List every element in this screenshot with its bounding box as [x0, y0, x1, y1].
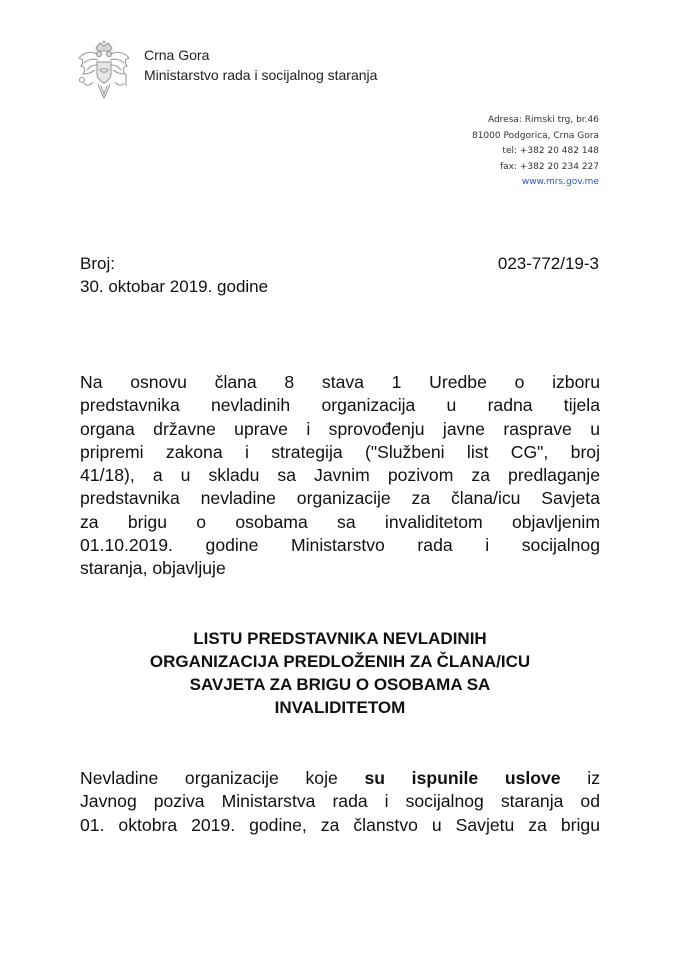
document-date: 30. oktobar 2019. godine — [80, 277, 269, 296]
paragraph-line: pripremi zakona i strategija ("Službeni list CG", broj — [80, 441, 600, 462]
country-name: Crna Gora — [144, 47, 210, 63]
title-line: ORGANIZACIJA PREDLOŽENIH ZA ČLANA/ICU — [149, 652, 531, 671]
document-title — [80, 627, 600, 719]
title-line: LISTU PREDSTAVNIKA NEVLADINIH — [193, 629, 487, 648]
paragraph-line: 01.10.2019. godine Ministarstvo rada i socijalnog — [80, 535, 600, 556]
paragraph-line: organa državne uprave i sprovođenju javne rasprave u — [80, 418, 600, 439]
title-line: INVALIDITETOM — [274, 698, 406, 717]
emphasis-text: su ispunile uslove — [364, 768, 561, 788]
text-segment: iz — [587, 768, 600, 788]
paragraph-line: Na osnovu člana 8 stava 1 Uredbe o izboru — [80, 372, 600, 392]
contact-city: 81000 Podgorica, Crna Gora — [471, 130, 599, 141]
broj-label: Broj: — [80, 254, 115, 273]
contact-tel: tel: +382 20 482 148 — [502, 146, 599, 157]
contact-fax: fax: +382 20 234 227 — [499, 161, 599, 172]
contact-block — [472, 113, 599, 191]
header-organization — [144, 45, 377, 85]
website-link[interactable]: www.mrs.gov.me — [521, 177, 599, 188]
paragraph-line: 41/18), a u skladu sa Javnim pozivom za predlaganje — [80, 465, 600, 486]
list-intro-paragraph — [80, 767, 600, 837]
title-line: SAVJETA ZA BRIGU O OSOBAMA SA — [189, 675, 491, 694]
paragraph-line: predstavnika nevladinih organizacija u radna tijela — [80, 395, 600, 416]
paragraph-line: 01. oktobra 2019. godine, za članstvo u Savjetu za brigu — [80, 814, 600, 835]
text-segment: Nevladine organizacije koje — [80, 768, 338, 788]
reference-block — [80, 252, 599, 298]
ministry-name: Ministarstvo rada i socijalnog staranja — [144, 67, 378, 83]
intro-paragraph — [80, 371, 600, 581]
broj-value: 023-772/19-3 — [497, 254, 599, 273]
paragraph-line: staranja, objavljuje — [80, 558, 226, 579]
paragraph-line: za brigu o osobama sa invaliditetom objavljenim — [80, 511, 600, 532]
paragraph-line — [80, 767, 600, 790]
paragraph-line: predstavnika nevladine organizacije za člana/icu Savjeta — [80, 488, 600, 509]
coat-of-arms-icon — [76, 40, 132, 100]
contact-address: Adresa: Rimski trg, br.46 — [487, 115, 599, 125]
paragraph-line: Javnog poziva Ministarstva rada i socijalnog staranja od — [80, 791, 600, 812]
